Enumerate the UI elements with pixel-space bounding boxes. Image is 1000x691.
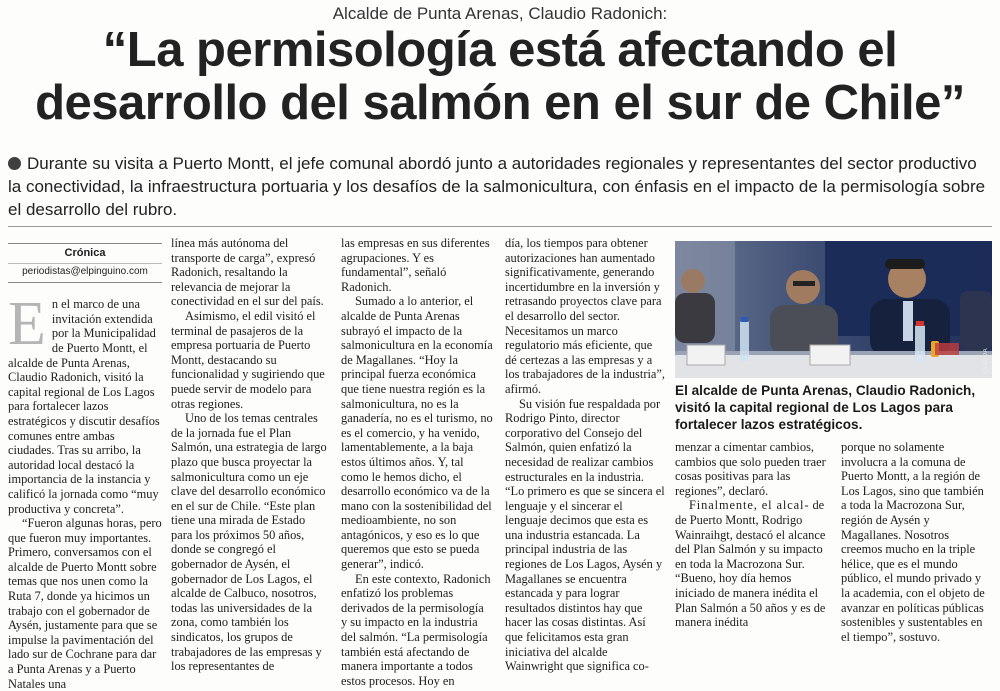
headline-line-1: “La permisología está afectando el xyxy=(102,23,898,77)
lead-text: Durante su visita a Puerto Montt, el jefe comunal abordó junto a autoridades regionales y representantes del sector productivo la conectividad, la infraestructura portuaria y los desafíos de la salmonicultura, con énfasis en el impacto de la permisología sobre el desarrollo del rubro. xyxy=(8,154,986,219)
section-divider xyxy=(8,226,992,227)
byline-box xyxy=(8,243,162,283)
paragraph-6-start: En este contexto, Radonich enfatizó los problemas derivados de la permisología y su impacto en la industria del salmón. “La permisología también está afectando de manera importante a todos estos procesos. Hoy en xyxy=(341,571,491,688)
paragraph-6-end: día, los tiempos para obtener autorizaciones han aumentado significativamente, generando incertidumbre en la inversión y retrasando proyectos clave para el desarrollo del sector. Necesitamos un marco regulatorio más eficiente, que dé certezas a las empresas y a los trabajadores de la industria”, afirmó. xyxy=(505,236,665,396)
article-column-3 xyxy=(341,236,493,688)
paragraph-2-start: “Fueron algunas horas, pero que fueron muy importantes. Primero, conversamos con el alcalde de Puerto Montt sobre temas que nos unen como la Ruta 7, donde ya hicimos un trabajo con el gobernador de Aysén, justamente para que se impulse la pavimentación del lado sur de Cochrane para dar a Punta Arenas y a Puerto Natales una xyxy=(8,516,162,691)
article-kicker: Alcalde de Punta Arenas, Claudio Radonich: xyxy=(332,4,668,23)
paragraph-1: n el marco de una invitación extendida por la Municipalidad de Puerto Montt, el alcalde de Punta Arenas, Claudio Radonich, visitó la capital regional de Los Lagos para fortalecer lazos estratégicos y discutir desafíos comunes entre ambas ciudades. Tras su arribo, la autoridad local destacó la importancia de la instancia y calificó la jornada como “muy productiva y concreta”. xyxy=(8,297,160,516)
paragraph-7-end: menzar a cimentar cambios, cambios que solo pueden traer cosas positivas para las regiones”, declaró. xyxy=(675,440,826,498)
paragraph-4-start: Uno de los temas centrales de la jornada fue el Plan Salmón, una estrategia de largo plazo que busca proyectar la salmonicultura como un eje clave del desarrollo económico en el sur de Chile. “Este plan tiene una mirada de Estado para los próximos 50 años, donde se congregó el gobernador de Aysén, el gobernador de Los Lagos, el alcalde de Calbuco, nosotros, todas las universidades de la zona, como también los sindicatos, los grupos de trabajadores de las empresas y los representantes de xyxy=(171,411,327,674)
byline-section: Crónica xyxy=(64,247,106,259)
meeting-photo-illustration xyxy=(675,241,992,378)
photo-credit: CEDIDA xyxy=(983,348,989,374)
article-lead xyxy=(8,152,992,221)
paragraph-8-start: Finalmente, el alcal- de de Puerto Montt, Rodrigo Wainraihgt, destacó el alcance del Plan Salmón y su impacto en toda la Macrozona Sur. “Bueno, hoy día hemos iniciado de manera inédita el Plan Salmón a 50 años y es de manera inédita xyxy=(675,498,826,630)
article-column-5 xyxy=(675,440,829,630)
paragraph-5: Sumado a lo anterior, el alcalde de Punta Arenas subrayó el impacto de la salmonicultura en la economía de Magallanes. “Hoy la principal fuerza económica que tiene nuestra región es la salmonicultura, no es la ganadería, no es el turismo, no es el comercio, y ha venido, lamentablemente, a la baja estos últimos años. Y, tal como le hemos dicho, el desarrollo económico va de la mano con la sostenibilidad del medioambiente, no son antagónicos, y eso es lo que queremos que esto se pueda generar”, indicó. xyxy=(341,294,493,572)
byline-email: periodistas@elpinguino.com xyxy=(8,263,162,280)
article-column-6 xyxy=(841,440,992,644)
paragraph-4-end: las empresas en sus diferentes agrupaciones. Y es fundamental”, señaló Radonich. xyxy=(341,236,490,294)
article-photo xyxy=(675,241,992,378)
photo-caption: El alcalde de Punta Arenas, Claudio Radonich, visitó la capital regional de Los Lagos para fortalecer lazos estratégicos. xyxy=(675,383,976,432)
paragraph-7-start: Su visión fue respaldada por Rodrigo Pinto, director corporativo del Consejo del Salmón, quien enfatizó la necesidad de realizar cambios estructurales en la industria. “Lo primero es que se sincera el lenguaje y el sincerar el lenguaje decimos que esta es una industria estancada. La principal industria de las regiones de Los Lagos, Aysén y Magallanes se encuentra estancada y para lograr resultados distintos hay que hacer las cosas distintas. Así que felicitamos esta gran iniciativa del alcalde Wainwright que significa co- xyxy=(505,396,665,674)
paragraph-2-end: línea más autónoma del transporte de carga”, expresó Radonich, resaltando la relevancia de mejorar la conectividad en el sur del país. xyxy=(171,236,324,309)
bullet-dot-icon xyxy=(8,157,21,170)
paragraph-3: Asimismo, el edil visitó el terminal de pasajeros de la empresa portuaria de Puerto Montt, destacando su funcionalidad y sugiriendo que puede servir de modelo para otras regiones. xyxy=(171,308,325,411)
drop-cap: E xyxy=(8,290,46,359)
article-column-1 xyxy=(8,236,162,691)
article-headline xyxy=(10,24,990,130)
paragraph-8-end: porque no solamente involucra a la comuna de Puerto Montt, a la región de Los Lagos, sino que también a toda la Macrozona Sur, región de Aysén y Magallanes. Nosotros creemos mucho en la triple hélice, que es el mundo público, el mundo privado y la academia, con el objeto de avanzar en políticas públicas sostenibles y sustentables en el tiempo”, sostuvo. xyxy=(841,440,985,644)
headline-line-2: desarrollo del salmón en el sur de Chile” xyxy=(35,76,965,130)
article-column-4 xyxy=(505,236,665,674)
article-column-2 xyxy=(171,236,329,674)
